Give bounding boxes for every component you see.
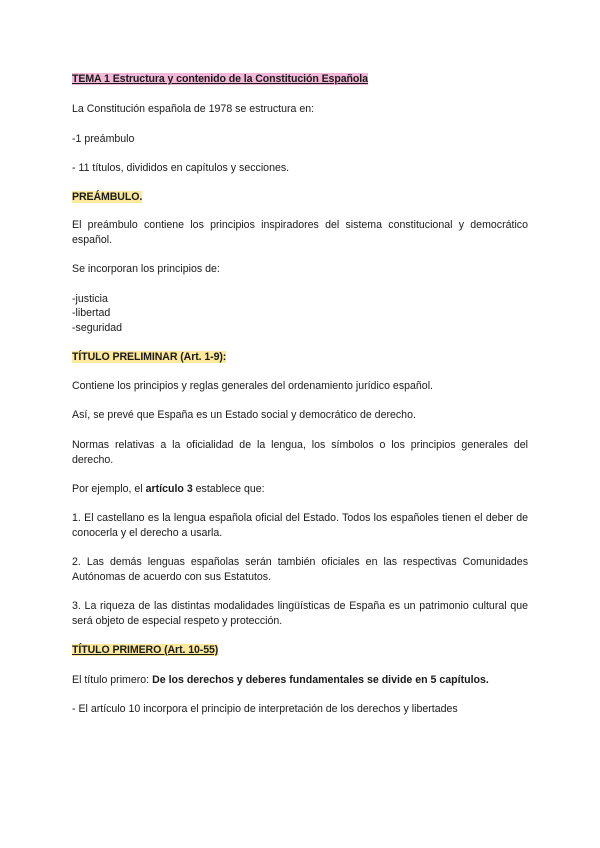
article-3-item-3: 3. La riqueza de las distintas modalidades lingüísticas de España es un patrimonio cultural que será objeto de especial respeto y protección. (72, 600, 528, 627)
article-10-text: - El artículo 10 incorpora el principio de interpretación de los derechos y libertades (72, 703, 458, 715)
titulo-preliminar-heading: TÍTULO PRELIMINAR (Art. 1-9): (72, 351, 227, 363)
intro-text: La Constitución española de 1978 se estructura en: (72, 103, 315, 115)
article-3-example: Por ejemplo, el artículo 3 establece que: (72, 483, 265, 495)
article-3-item-1: 1. El castellano es la lengua española oficial del Estado. Todos los españoles tienen el deber de conocerla y el derecho a usarla. (72, 512, 528, 539)
structure-item-preambulo: -1 preámbulo (72, 133, 135, 145)
preliminar-p2: Así, se prevé que España es un Estado social y democrático de derecho. (72, 409, 416, 421)
article-3-bold: artículo 3 (145, 483, 193, 495)
article-3-item-2: 2. Las demás lenguas españolas serán también oficiales en las respectivas Comunidades Autónomas de acuerdo con sus Estatutos. (72, 556, 528, 583)
principle-justicia: -justicia (72, 293, 108, 305)
title-highlight: TEMA 1 Estructura y contenido de la Constitución Española (72, 73, 368, 85)
preliminar-p3: Normas relativas a la oficialidad de la lengua, los símbolos o los principios generales del derecho. (72, 439, 528, 466)
principle-seguridad: -seguridad (72, 322, 123, 334)
preambulo-text: El preámbulo contiene los principios inspiradores del sistema constitucional y democrático español. (72, 219, 528, 246)
document-title (72, 72, 528, 87)
titulo-primero-bold: De los derechos y deberes fundamentales se divide en 5 capítulos. (152, 674, 489, 686)
preliminar-p1: Contiene los principios y reglas generales del ordenamiento jurídico español. (72, 380, 433, 392)
titulo-primero-intro: El título primero: De los derechos y deberes fundamentales se divide en 5 capítulos. (72, 674, 489, 686)
titulo-primero-heading: TÍTULO PRIMERO (Art. 10-55) (72, 644, 219, 656)
structure-item-titulos: - 11 títulos, divididos en capítulos y secciones. (72, 162, 290, 174)
principle-libertad: -libertad (72, 307, 111, 319)
preambulo-heading: PREÁMBULO. (72, 191, 143, 203)
principles-intro: Se incorporan los principios de: (72, 263, 220, 275)
